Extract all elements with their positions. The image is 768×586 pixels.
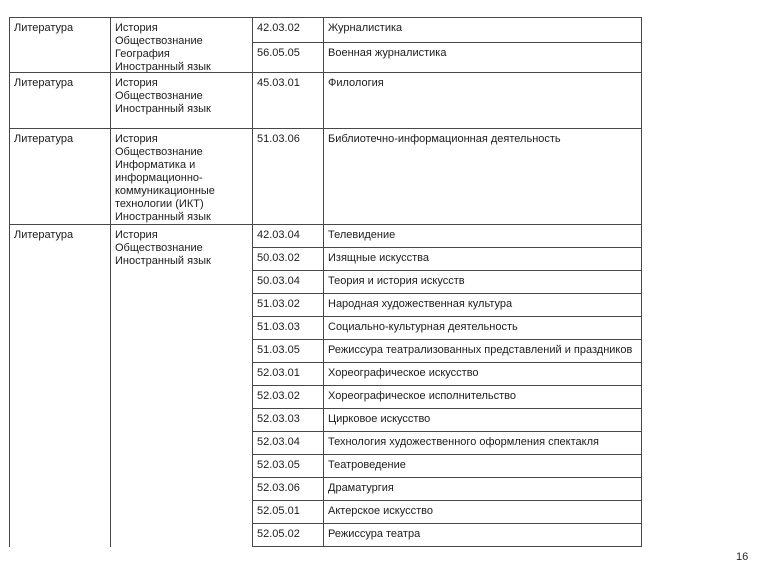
specialty-row (253, 432, 641, 455)
specialty-name: Библиотечно-информационная деятельность (328, 133, 561, 145)
table-block (10, 18, 642, 73)
specialty-rows (253, 225, 642, 547)
specialty-code: 50.03.02 (253, 248, 324, 270)
specialty-row (253, 340, 641, 363)
specialty-code: 45.03.01 (253, 73, 324, 128)
specialty-rows (253, 73, 642, 128)
specialty-name: Народная художественная культура (328, 298, 513, 310)
specialty-code: 51.03.05 (253, 340, 324, 362)
subject-cell: Литература (10, 129, 111, 224)
specialty-name: Социально-культурная деятельность (328, 321, 518, 333)
table-block (10, 73, 642, 129)
specialty-row (253, 129, 641, 224)
specialty-code: 51.03.03 (253, 317, 324, 339)
specialty-name: Драматургия (328, 482, 394, 494)
required-subject: Обществознание (115, 35, 203, 47)
specialty-name: Актерское искусство (328, 505, 433, 517)
specialty-name: Изящные искусства (328, 252, 429, 264)
specialty-code: 52.03.01 (253, 363, 324, 385)
specialty-name: Филология (328, 77, 384, 89)
specialty-name: Журналистика (328, 22, 403, 34)
required-subject: География (115, 48, 170, 60)
required-subject: История (115, 133, 158, 145)
specialty-name: Цирковое искусство (328, 413, 431, 425)
specialty-row (253, 524, 641, 547)
required-subjects-cell (111, 73, 253, 128)
required-subject: История (115, 22, 158, 34)
required-subject: Иностранный язык (115, 103, 211, 115)
specialty-name: Режиссура театрализованных представлений и праздников (328, 344, 633, 356)
specialty-row (253, 294, 641, 317)
required-subject: Обществознание (115, 90, 203, 102)
specialty-row (253, 455, 641, 478)
specialty-code: 51.03.02 (253, 294, 324, 316)
specialty-code: 52.05.02 (253, 524, 324, 546)
specialty-code: 52.03.06 (253, 478, 324, 500)
required-subject: Иностранный язык (115, 211, 211, 223)
specialty-code: 52.03.02 (253, 386, 324, 408)
specialty-row (253, 317, 641, 340)
specialty-row (253, 271, 641, 294)
required-subject: Обществознание (115, 242, 203, 254)
required-subject: Иностранный язык (115, 255, 211, 267)
specialty-code: 52.03.05 (253, 455, 324, 477)
subject-cell: Литература (10, 18, 111, 72)
specialty-row (253, 73, 641, 128)
table-block (10, 129, 642, 225)
required-subject: Информатика и информационно-коммуникационные технологии (ИКТ) (115, 159, 215, 210)
admissions-table (9, 17, 642, 547)
table-block (10, 225, 642, 547)
specialty-row (253, 248, 641, 271)
subject-cell: Литература (10, 225, 111, 547)
specialty-name: Теория и история искусств (328, 275, 465, 287)
specialty-name: Режиссура театра (328, 528, 421, 540)
specialty-code: 42.03.04 (253, 225, 324, 247)
specialty-row (253, 386, 641, 409)
specialty-name: Военная журналистика (328, 47, 447, 59)
specialty-name: Театроведение (328, 459, 406, 471)
specialty-rows (253, 129, 642, 224)
required-subject: История (115, 77, 158, 89)
specialty-row (253, 363, 641, 386)
specialty-row (253, 478, 641, 501)
specialty-code: 52.03.03 (253, 409, 324, 431)
specialty-row (253, 43, 641, 72)
specialty-code: 42.03.02 (253, 18, 324, 42)
specialty-name: Хореографическое исполнительство (328, 390, 517, 402)
required-subject: Обществознание (115, 146, 203, 158)
required-subject: История (115, 229, 158, 241)
specialty-code: 50.03.04 (253, 271, 324, 293)
specialty-code: 51.03.06 (253, 129, 324, 224)
subject-cell: Литература (10, 73, 111, 128)
page-number: 16 (736, 551, 749, 563)
specialty-code: 52.05.01 (253, 501, 324, 523)
required-subjects-cell (111, 18, 253, 72)
specialty-code: 52.03.04 (253, 432, 324, 454)
specialty-row (253, 409, 641, 432)
specialty-rows (253, 18, 642, 72)
specialty-name: Телевидение (328, 229, 396, 241)
required-subject: Иностранный язык (115, 61, 211, 72)
specialty-name: Технология художественного оформления спектакля (328, 436, 599, 448)
required-subjects-cell (111, 129, 253, 224)
specialty-name: Хореографическое искусство (328, 367, 479, 379)
specialty-row (253, 225, 641, 248)
specialty-code: 56.05.05 (253, 43, 324, 72)
specialty-row (253, 501, 641, 524)
specialty-row (253, 18, 641, 43)
required-subjects-cell (111, 225, 253, 547)
